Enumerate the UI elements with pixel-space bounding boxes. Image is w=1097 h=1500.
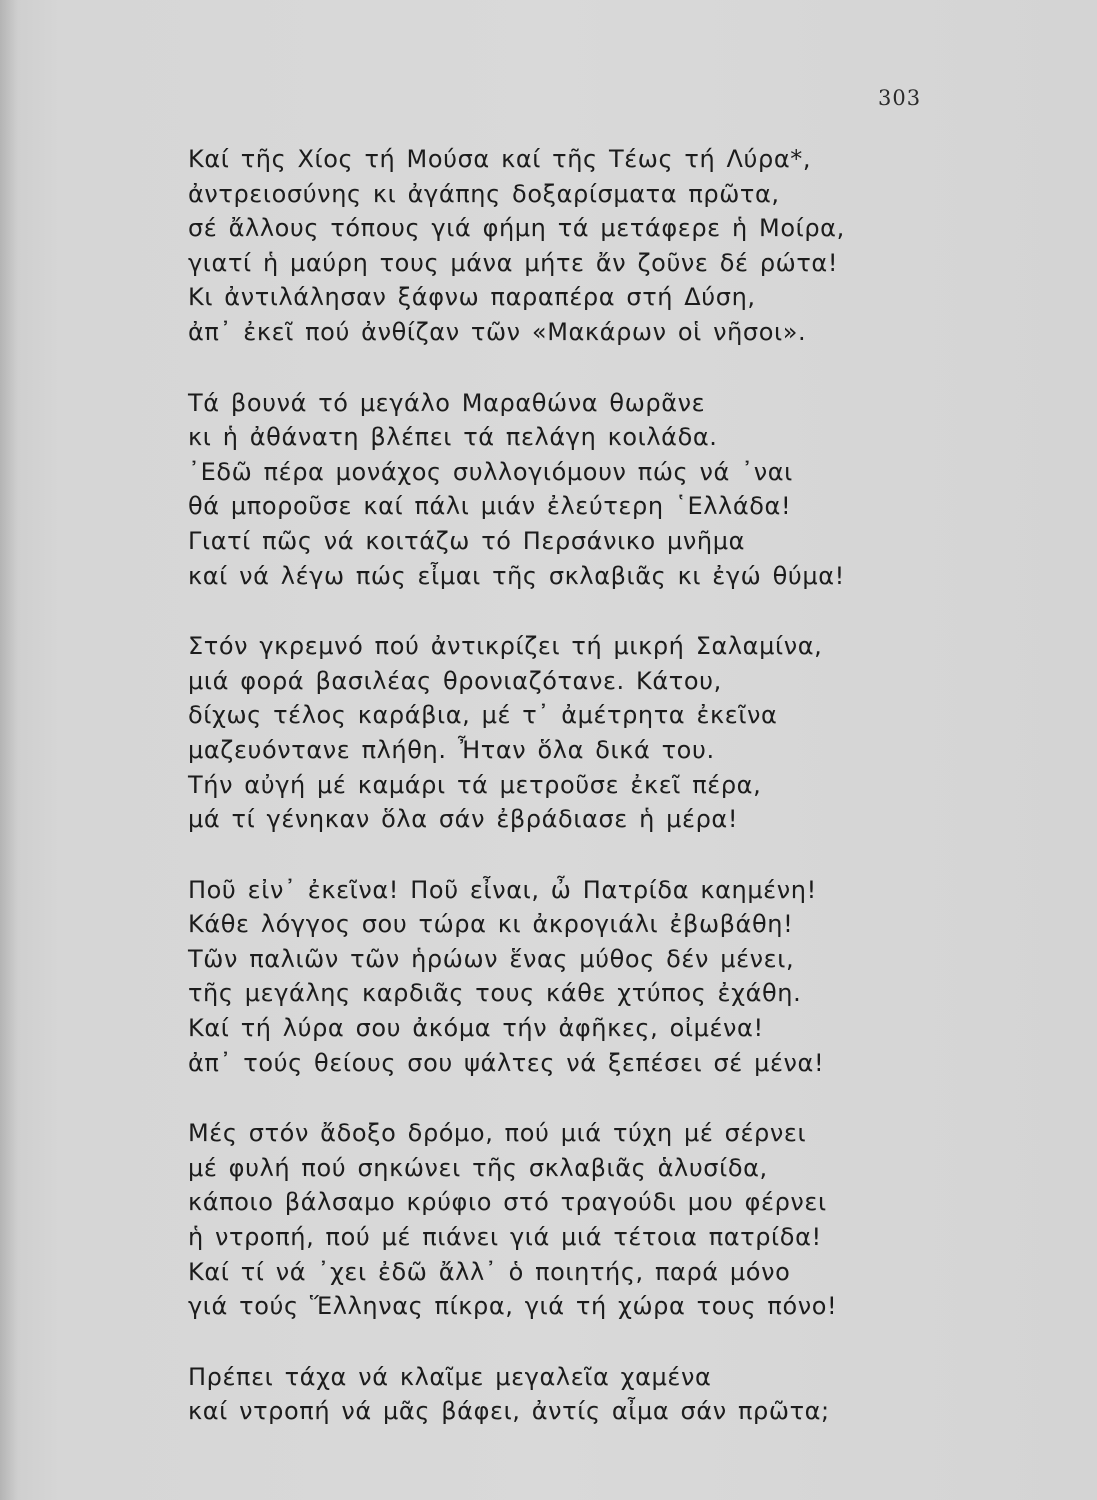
poem-line: σέ ἄλλους τόπους γιά φήμη τά μετάφερε ἡ Μοίρα, bbox=[188, 214, 845, 243]
poem-line: δίχως τέλος καράβια, μέ τ᾽ ἀμέτρητα ἐκεῖνα bbox=[188, 701, 778, 730]
poem-line: ἀπ᾽ τούς θείους σου ψάλτες νά ξεπέσει σέ μένα! bbox=[188, 1048, 825, 1077]
poem-line: Μές στόν ἄδοξο δρόμο, πού μιά τύχη μέ σέρνει bbox=[188, 1119, 807, 1148]
stanza-4 bbox=[188, 873, 948, 1081]
poem-line: Κάθε λόγγος σου τώρα κι ἀκρογιάλι ἐβωβάθη! bbox=[188, 910, 794, 939]
poem-line: Καί τί νά ᾽χει ἐδῶ ἄλλ᾽ ὁ ποιητής, παρά μόνο bbox=[188, 1257, 791, 1286]
poem-line: κι ἡ ἀθάνατη βλέπει τά πελάγη κοιλάδα. bbox=[188, 423, 718, 452]
poem-line: ᾽Εδῶ πέρα μονάχος συλλογιόμουν πώς νά ᾽ναι bbox=[188, 457, 793, 486]
poem-line: Στόν γκρεμνό πού ἀντικρίζει τή μικρή Σαλαμίνα, bbox=[188, 632, 823, 661]
poem-line: μέ φυλή πού σηκώνει τῆς σκλαβιᾶς ἁλυσίδα, bbox=[188, 1153, 768, 1182]
poem-line: Γιατί πῶς νά κοιτάζω τό Περσάνικο μνῆμα bbox=[188, 526, 746, 555]
poem-line: γιατί ἡ μαύρη τους μάνα μήτε ἄν ζοῦνε δέ ρώτα! bbox=[188, 248, 839, 277]
poem-line: Τήν αὐγή μέ καμάρι τά μετροῦσε ἐκεῖ πέρα, bbox=[188, 770, 762, 799]
poem-line: ἀπ᾽ ἐκεῖ πού ἀνθίζαν τῶν «Μακάρων οἱ νῆσοι». bbox=[188, 317, 807, 346]
poem-line: Καί τή λύρα σου ἀκόμα τήν ἀφῆκες, οἰμένα! bbox=[188, 1014, 764, 1043]
poem-line: θά μποροῦσε καί πάλι μιάν ἐλεύτερη ῾Ελλάδα! bbox=[188, 492, 792, 521]
poem-line: Καί τῆς Χίος τή Μούσα καί τῆς Τέως τή Λύρα*, bbox=[188, 145, 812, 173]
stanza-3 bbox=[188, 629, 948, 837]
poem-line: μά τί γένηκαν ὅλα σάν ἐβράδιασε ἡ μέρα! bbox=[188, 805, 739, 834]
poem-line: κάποιο βάλσαμο κρύφιο στό τραγούδι μου φέρνει bbox=[188, 1188, 827, 1217]
poem-line: καί ντροπή νά μᾶς βάφει, ἀντίς αἶμα σάν πρῶτα; bbox=[188, 1397, 830, 1426]
poem-line: Τῶν παλιῶν τῶν ἡρώων ἕνας μύθος δέν μένει, bbox=[188, 944, 795, 973]
stanza-5 bbox=[188, 1116, 948, 1324]
poem-line: Πρέπει τάχα νά κλαῖμε μεγαλεῖα χαμένα bbox=[188, 1362, 712, 1391]
stanza-6 bbox=[188, 1360, 948, 1429]
poem-line: Κι ἀντιλάλησαν ξάφνω παραπέρα στή Δύση, bbox=[188, 283, 756, 312]
poem-line: γιά τούς Ἕλληνας πίκρα, γιά τή χώρα τους πόνο! bbox=[188, 1292, 838, 1321]
poem-line: τῆς μεγάλης καρδιᾶς τους κάθε χτύπος ἐχάθη. bbox=[188, 979, 802, 1008]
poem-line: μιά φορά βασιλέας θρονιαζότανε. Κάτου, bbox=[188, 666, 722, 695]
page-number: 303 bbox=[878, 86, 922, 110]
poem-line: ἀντρειοσύνης κι ἀγάπης δοξαρίσματα πρῶτα, bbox=[188, 179, 780, 208]
poem-line: ἡ ντροπή, πού μέ πιάνει γιά μιά τέτοια πατρίδα! bbox=[188, 1223, 822, 1252]
poem-line: Τά βουνά τό μεγάλο Μαραθώνα θωρᾶνε bbox=[188, 388, 706, 417]
stanza-1 bbox=[188, 142, 948, 350]
poem-line: καί νά λέγω πώς εἶμαι τῆς σκλαβιᾶς κι ἐγώ θύμα! bbox=[188, 561, 845, 590]
poem-line: μαζευόντανε πλήθη. Ἦταν ὅλα δικά του. bbox=[188, 735, 715, 764]
poem-line: Ποῦ εἰν᾽ ἐκεῖνα! Ποῦ εἶναι, ὦ Πατρίδα καημένη! bbox=[188, 875, 817, 904]
poem-body bbox=[188, 142, 948, 1465]
stanza-2 bbox=[188, 386, 948, 594]
